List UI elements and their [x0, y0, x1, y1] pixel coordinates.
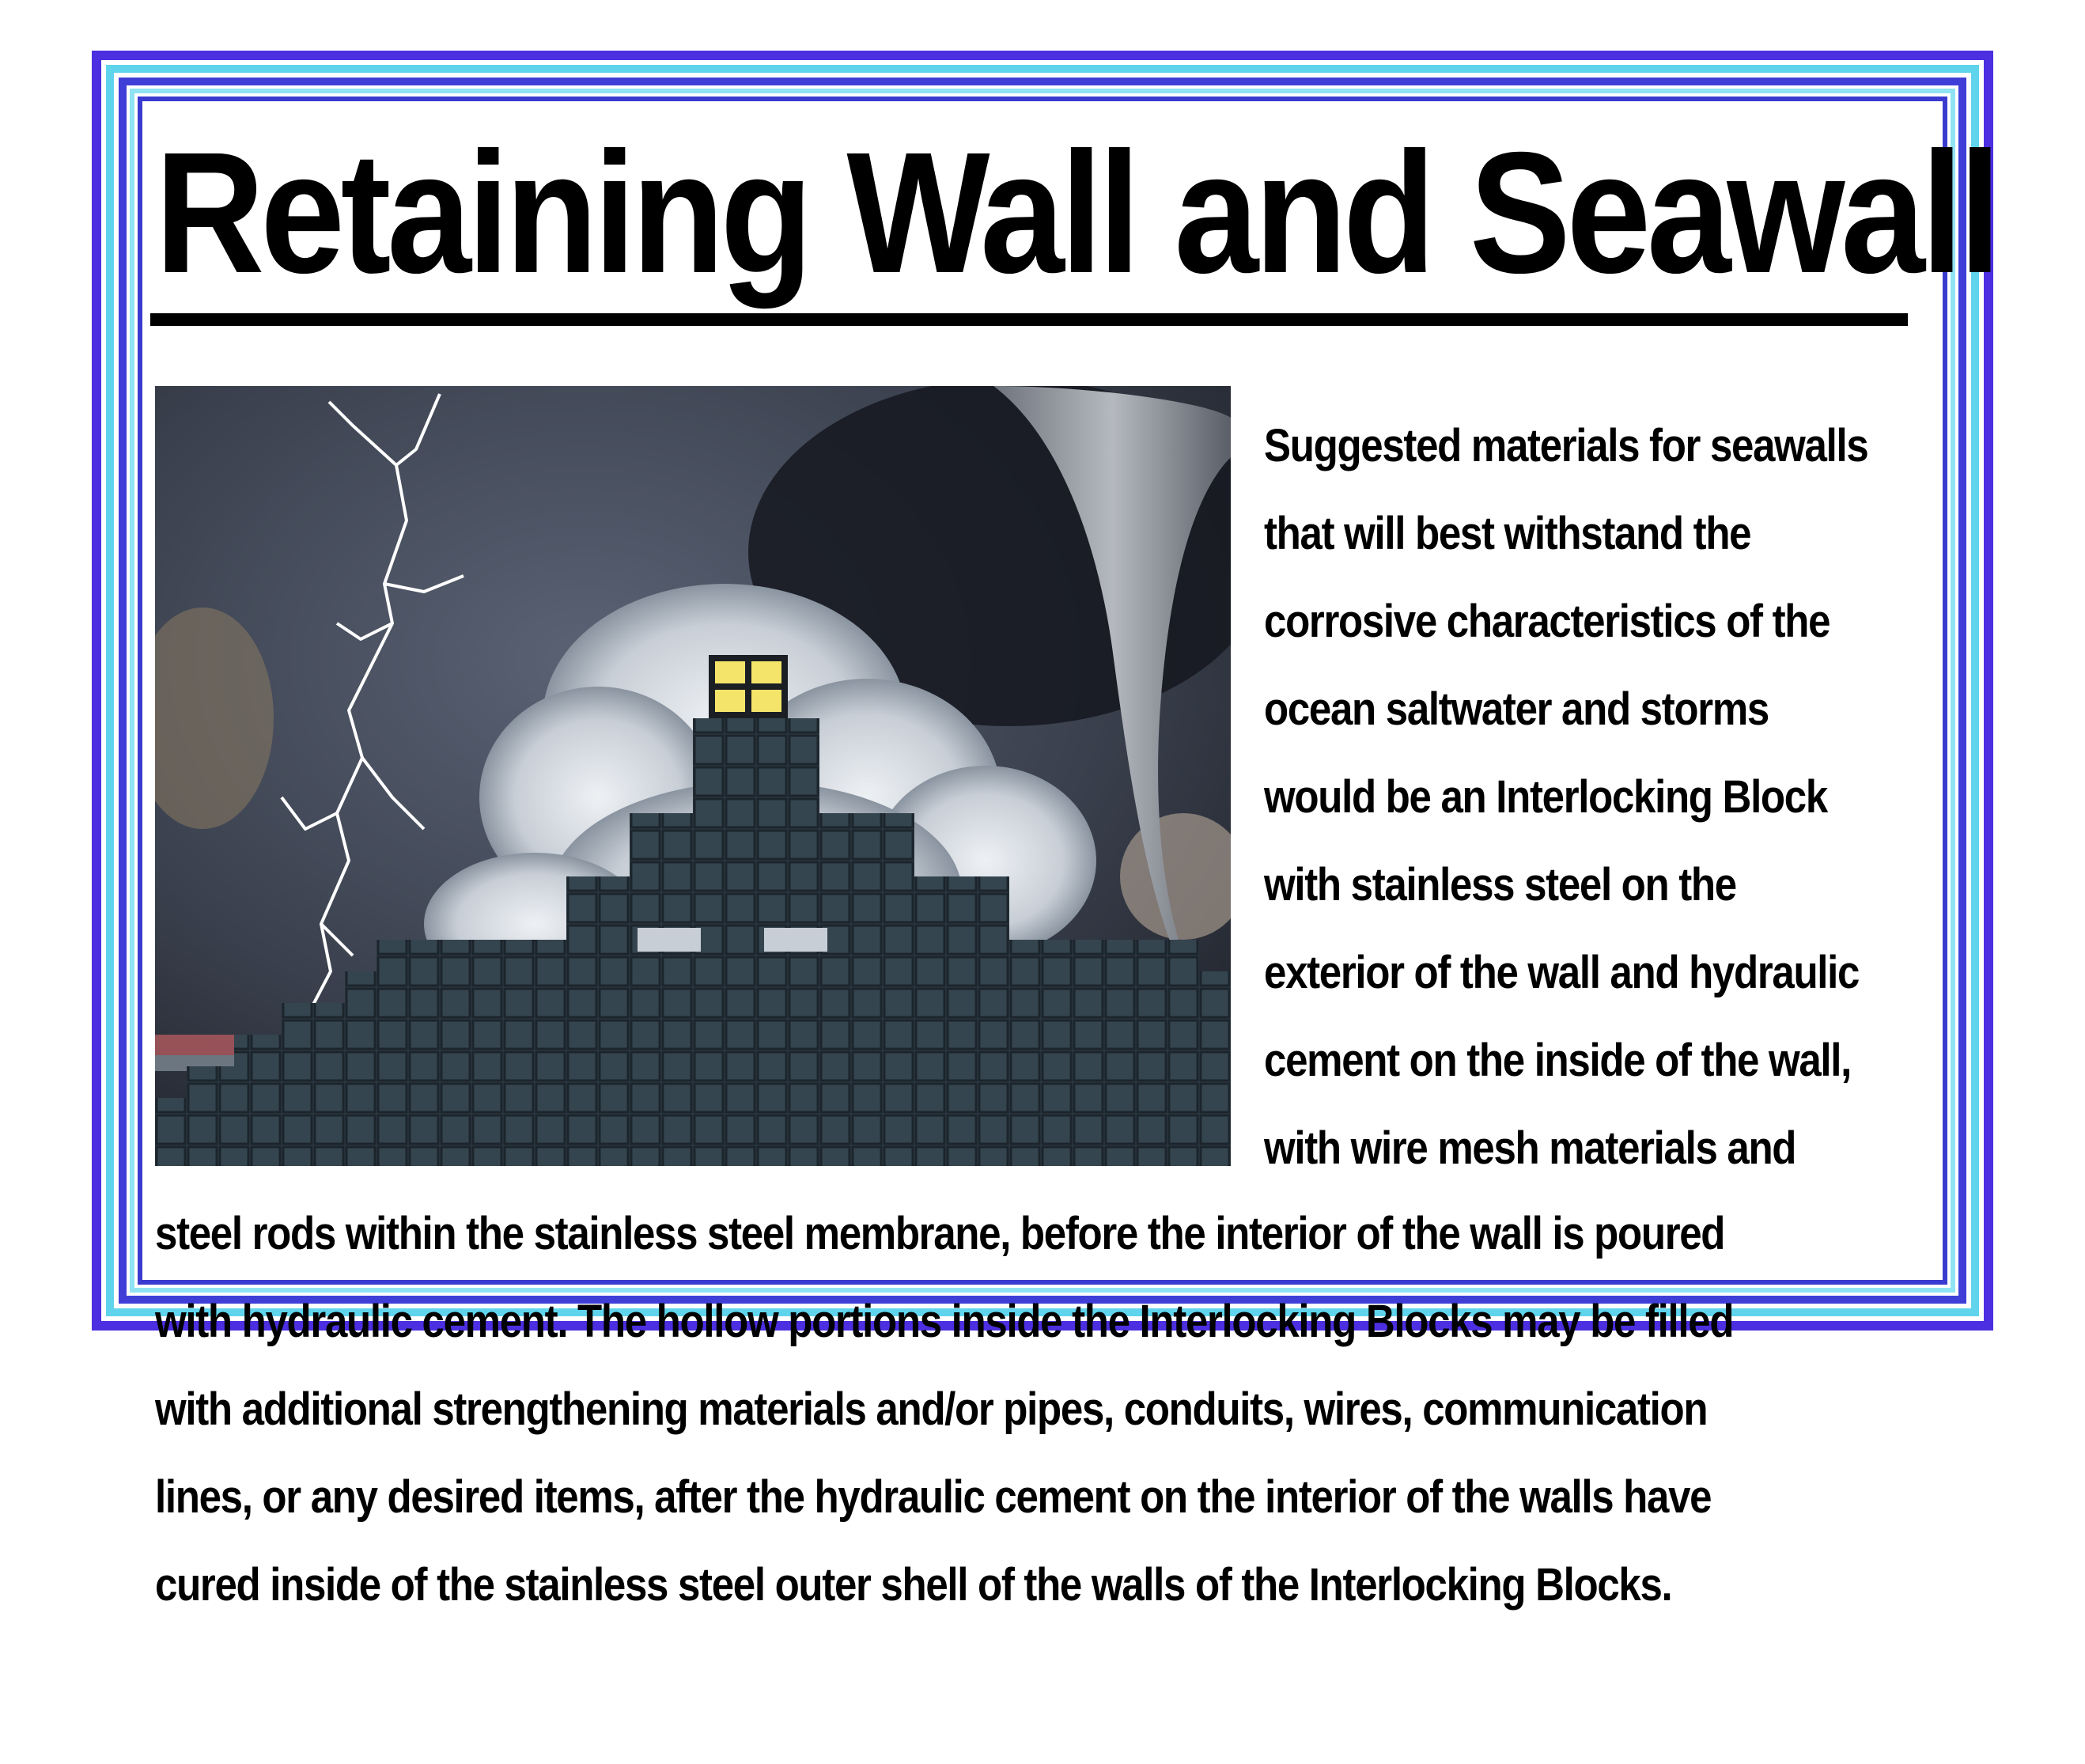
text-line: exterior of the wall and hydraulic [1264, 947, 1860, 998]
text-line: lines, or any desired items, after the hydraulic cement on the interior of the walls have [155, 1471, 1712, 1523]
text-line: with wire mesh materials and [1264, 1122, 1796, 1174]
text-line: cured inside of the stainless steel outer shell of the walls of the Interlocking Blocks. [155, 1559, 1672, 1611]
text-line: with additional strengthening materials and/or pipes, conduits, wires, communication [155, 1384, 1708, 1435]
text-line: Suggested materials for seawalls [1264, 420, 1868, 471]
intro-paragraph [1264, 402, 1890, 1192]
text-line: with hydraulic cement. The hollow portions inside the Interlocking Blocks may be filled [155, 1296, 1734, 1347]
text-line: with stainless steel on the [1264, 859, 1736, 910]
text-line: steel rods within the stainless steel membrane, before the interior of the wall is poured [155, 1208, 1725, 1259]
storm-seawall-illustration [155, 386, 1231, 1166]
text-line: would be an Interlocking Block [1264, 771, 1827, 823]
text-line: ocean saltwater and storms [1264, 683, 1769, 735]
text-line: corrosive characteristics of the [1264, 596, 1830, 647]
text-line: that will best withstand the [1264, 508, 1751, 559]
page-title: Retaining Wall and Seawall [155, 117, 1997, 309]
continuation-paragraph [155, 1190, 1756, 1629]
title-underline [150, 313, 1908, 326]
text-line: cement on the inside of the wall, [1264, 1035, 1852, 1086]
